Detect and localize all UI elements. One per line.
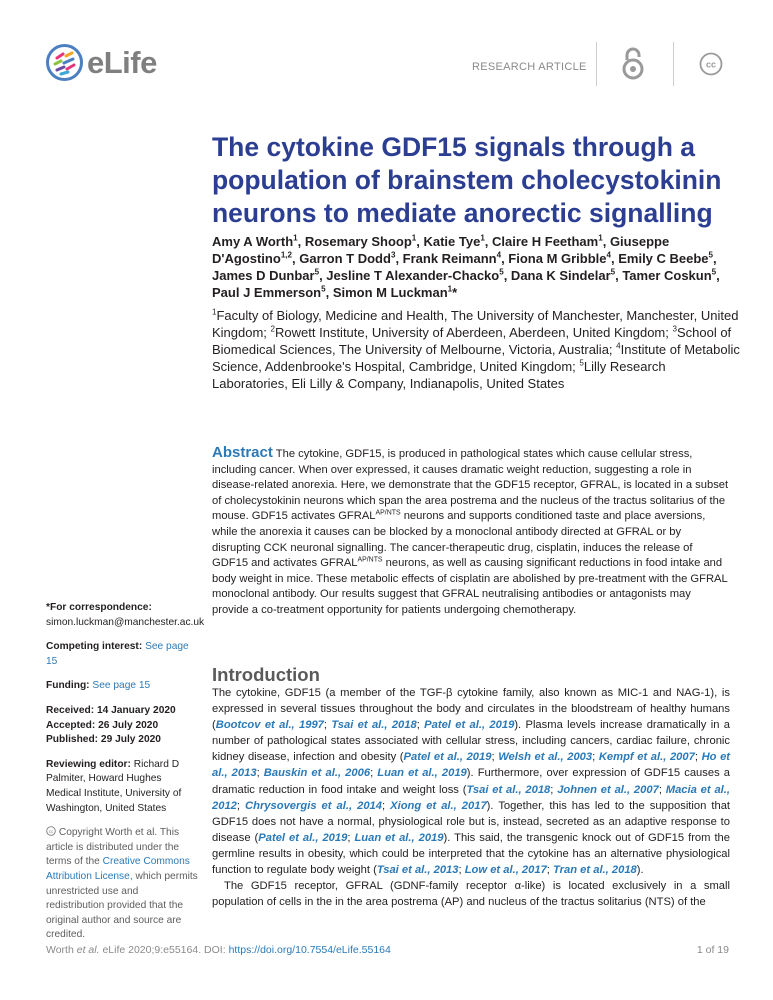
citation-link[interactable]: Welsh et al., 2003 <box>498 751 593 764</box>
citation-link[interactable]: Bootcov et al., 1997 <box>215 719 324 732</box>
citation-author: Worth <box>46 944 74 956</box>
elife-logo-mark-icon <box>46 44 83 81</box>
doi-label: DOI: <box>204 944 226 956</box>
article-sidebar <box>46 601 205 953</box>
header-divider <box>596 42 597 86</box>
citation-journal: eLife 2020;9:e55164. <box>102 944 202 956</box>
abstract-body: The cytokine, GDF15, is produced in pathological states which cause cellular stress, including cancer. When over expressed, it causes dramatic weight reduction, suggesting a role in disease-related anorexia. Here, we demonstrate that the GDF15 receptor, GFRAL, is located in a subset of cholecystokinin neurons which span the area postrema and the nucleus of the tractus solitarius of the mouse. GDF15 activates $GFRAL^{AP/NTS}$ neurons and supports conditioned taste and place aversions, while the anorexia it causes can be blocked by a monoclonal antibody directed at GFRAL or by disrupting CCK neuronal signalling. The cancer-therapeutic drug, cisplatin, induces the release of GDF15 and activates $GFRAL^{AP/NTS}$ neurons, as well as causing significant reductions in food intake and body weight in mice. These metabolic effects of cisplatin are abolished by pre-treatment with the GFRAL monoclonal antibody. Our results suggest that GFRAL neutralising antibodies or antagonists may provide a co-treatment opportunity for patients undergoing chemotherapy. <box>212 448 729 616</box>
competing-label: Competing interest: <box>46 641 143 653</box>
citation-link[interactable]: Xiong et al., 2017 <box>390 799 487 812</box>
article-type-label: RESEARCH ARTICLE <box>472 61 587 73</box>
header-divider <box>673 42 674 86</box>
open-access-icon <box>621 46 645 80</box>
citation-link[interactable]: Luan et al., 2019 <box>377 767 467 780</box>
dates <box>46 704 198 748</box>
footer-citation <box>46 944 391 956</box>
citation-link[interactable]: Chrysovergis et al., 2014 <box>245 799 382 812</box>
citation-link[interactable]: Luan et al., 2019 <box>354 831 444 844</box>
citation-etal: et al. <box>76 944 100 956</box>
abstract-heading: Abstract <box>212 444 273 461</box>
introduction-heading: Introduction <box>212 664 320 685</box>
citation-link[interactable]: Tsai et al., 2018 <box>331 719 417 732</box>
reviewing-editor <box>46 758 198 816</box>
funding <box>46 679 198 694</box>
citation-link[interactable]: Tsai et al., 2013 <box>376 864 459 877</box>
citation-link[interactable]: Bauskin et al., 2006 <box>263 767 371 780</box>
copyright-text: Copyright Worth et al. This article is distributed under the terms of the <box>46 827 180 868</box>
received-date: Received: 14 January 2020 <box>46 704 176 716</box>
citation-link[interactable]: Tsai et al., 2018 <box>466 783 551 796</box>
correspondence <box>46 601 205 630</box>
correspondence-label: *For correspondence: <box>46 602 152 613</box>
competing-interest <box>46 640 198 669</box>
funding-label: Funding: <box>46 680 90 692</box>
svg-text:cc: cc <box>48 828 54 834</box>
citation-link[interactable]: Patel et al., 2019 <box>403 751 492 764</box>
author-list: Amy A Worth$^1$, Rosemary Shoop$^1$, Katie Tye$^1$, Claire H Feetham$^1$, Giuseppe D'Agostino$^{1,2}$, Garron T Dodd$^3$, Frank Reimann$^4$, Fiona M Gribble$^4$, Emily C Beebe$^5$, James D Dunbar$^5$, Jesline T Alexander-Chacko$^5$, Dana K Sindelar$^5$, Tamer Coskun$^5$, Paul J Emmerson$^5$, Simon M Luckman$^1$* <box>212 233 720 300</box>
copyright-cc-icon <box>46 826 56 836</box>
page-number: 1 of 19 <box>696 944 729 956</box>
citation-link[interactable]: Johnen et al., 2007 <box>557 783 659 796</box>
creative-commons-icon <box>699 52 723 76</box>
elife-logo[interactable] <box>46 44 157 81</box>
citation-link[interactable]: Patel et al., 2019 <box>258 831 348 844</box>
elife-logo-text: eLife <box>87 44 157 80</box>
abstract <box>212 445 730 619</box>
published-date: Published: 29 July 2020 <box>46 734 161 746</box>
citation-link[interactable]: Patel et al., 2019 <box>424 719 515 732</box>
introduction-body <box>212 685 730 910</box>
competing-link[interactable]: See page 15 <box>46 641 189 667</box>
citation-link[interactable]: Low et al., 2017 <box>464 864 547 877</box>
introduction-paragraph: The cytokine, GDF15 (a member of the TGF-β cytokine family, also known as MIC-1 and NAG-1), is expressed in several tissues throughout the body and circulates in the bloodstream of healthy humans (Bootcov et al., 1997; Tsai et al., 2018; Patel et al., 2019). Plasma levels increase dramatically in a number of pathological states associated with cellular stress, including cancers, cardiac failure, chronic kidney disease, infection and obesity (Patel et al., 2019; Welsh et al., 2003; Kempf et al., 2007; Ho et al., 2013; Bauskin et al., 2006; Luan et al., 2019). Furthermore, over expression of GDF15 causes a dramatic reduction in food intake and weight loss (Tsai et al., 2018; Johnen et al., 2007; Macia et al., 2012; Chrysovergis et al., 2014; Xiong et al., 2017). Together, this has led to the supposition that GDF15 does not have a normal, physiological role but is, instead, secreted as an adaptive response to disease (Patel et al., 2019; Luan et al., 2019). This said, the transgenic knock out of GDF15 from the germline results in obesity, which could be interpreted that the cytokine has an alternative physiological function to regulate body weight (Tsai et al., 2013; Low et al., 2017; Tran et al., 2018). <box>212 687 731 877</box>
funding-link[interactable]: See page 15 <box>92 680 151 692</box>
license-link[interactable]: Creative Commons Attribution License, <box>46 856 190 882</box>
citation-link[interactable]: Macia et al., 2012 <box>212 783 730 812</box>
introduction-paragraph: The GDF15 receptor, GFRAL (GDNF-family receptor α-like) is located exclusively in a small population of cells in the in the area postrema (AP) and nucleus of the tractus solitarius (NTS) of the <box>212 880 730 909</box>
copyright <box>46 826 198 943</box>
reviewing-text: Richard D Palmiter, Howard Hughes Medical Institute, University of Washington, United States <box>46 758 182 814</box>
citation-link[interactable]: Tran et al., 2018 <box>553 864 637 877</box>
copyright-tail: which permits unrestricted use and redistribution provided that the original author and source are credited. <box>46 870 198 941</box>
article-title: The cytokine GDF15 signals through a population of brainstem cholecystokinin neurons to mediate anorectic signalling <box>212 132 722 228</box>
doi-link[interactable]: https://doi.org/10.7554/eLife.55164 <box>228 944 391 956</box>
correspondence-email[interactable]: simon.luckman@manchester.ac.uk <box>46 616 205 628</box>
affiliations: $^1$Faculty of Biology, Medicine and Health, The University of Manchester, Manchester, United Kingdom; $^2$Rowett Institute, University of Aberdeen, Aberdeen, United Kingdom; $^3$School of Biomedical Sciences, The University of Melbourne, Victoria, Australia; $^4$Institute of Metabolic Science, Addenbrooke's Hospital, Cambridge, United Kingdom; $^5$Lilly Research Laboratories, Eli Lilly & Company, Indianapolis, United States <box>212 307 740 391</box>
accepted-date: Accepted: 26 July 2020 <box>46 719 159 731</box>
reviewing-label: Reviewing editor: <box>46 758 131 770</box>
citation-link[interactable]: Kempf et al., 2007 <box>598 751 695 764</box>
svg-text:cc: cc <box>705 59 717 70</box>
citation-link[interactable]: Ho et al., 2013 <box>212 751 731 780</box>
